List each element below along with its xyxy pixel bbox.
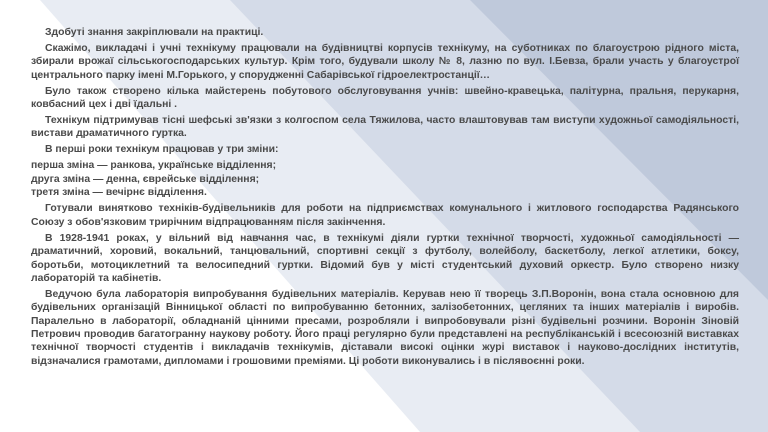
slide-text bbox=[31, 26, 739, 371]
shift-line: перша зміна — ранкова, українське відділення; bbox=[31, 160, 277, 172]
paragraph: В перші роки технікум працював у три зміни: bbox=[45, 144, 279, 156]
shift-line: третя зміна — вечірнє відділення. bbox=[31, 186, 207, 198]
paragraph: Здобуті знання закріплювали на практиці. bbox=[45, 27, 264, 38]
paragraph: В 1928-1941 роках, у вільний від навчання час, в технікумі діяли гуртки технічної творчості, художньої самодіяльності — драматичний, хоровий, вокальний, танцювальний, спортивні секції з футболу, волейболу, баскетболу, легкої атлетики, боксу, боротьби, мотоциклетний та велосипедний гуртки. Відомий був у місті студентський духовий оркестр. Було створено низку лабораторій та кабінетів. bbox=[31, 232, 739, 284]
paragraph: Ведучою була лабораторія випробування будівельних матеріалів. Керував нею її творець З.П.Воронін, вона стала основною для будівельних організацій Вінницької області по випробуванню бетонних, залізобетонних, цегляних та інших матеріалів і виробів. Паралельно в лабораторії, обладнаній цінними пресами, розробляли і випробовували різні будівельні розчини. Воронін Зіновій Петрович проводив багатогранну наукову роботу. Його праці регулярно були представлені на республіканській і всесоюзній виставках технічної творчості студентів і викладачів технікумів, діставали високі оцінки журі виставок і науково-дослідних інститутів, відзначалися грамотами, дипломами і грошовими преміями. Ці роботи виконувались і в післявоєнні роки. bbox=[31, 288, 739, 367]
paragraph: Було також створено кілька майстерень побутового обслуговування учнів: швейно-кравецька, палітурна, пральня, перукарня, ковбасний цех і дві їдальні . bbox=[31, 85, 739, 111]
paragraph: Готували винятково техніків-будівельників для роботи на підприємствах комунального і житлового господарства Радянського Союзу з обов'язковим трирічним відпрацюванням після закінчення. bbox=[31, 203, 739, 228]
paragraph: Скажімо, викладачі і учні технікуму працювали на будівництві корпусів технікуму, на суботниках по благоустрою рідного міста, збирали врожаї сільськогосподарських культур. Крім того, будували школу № 8, лазню по вул. І.Бевза, брали участь у благоустрої центрального парку імені М.Горького, у спорудженні Сабарівської гідроелектростанції… bbox=[31, 42, 739, 81]
shift-line: друга зміна — денна, єврейське відділення; bbox=[31, 173, 260, 185]
paragraph: Технікум підтримував тісні шефські зв'язки з колгоспом села Тяжилова, часто влаштовував там виступи художньої самодіяльності, вистави драматичного гуртка. bbox=[31, 114, 739, 140]
